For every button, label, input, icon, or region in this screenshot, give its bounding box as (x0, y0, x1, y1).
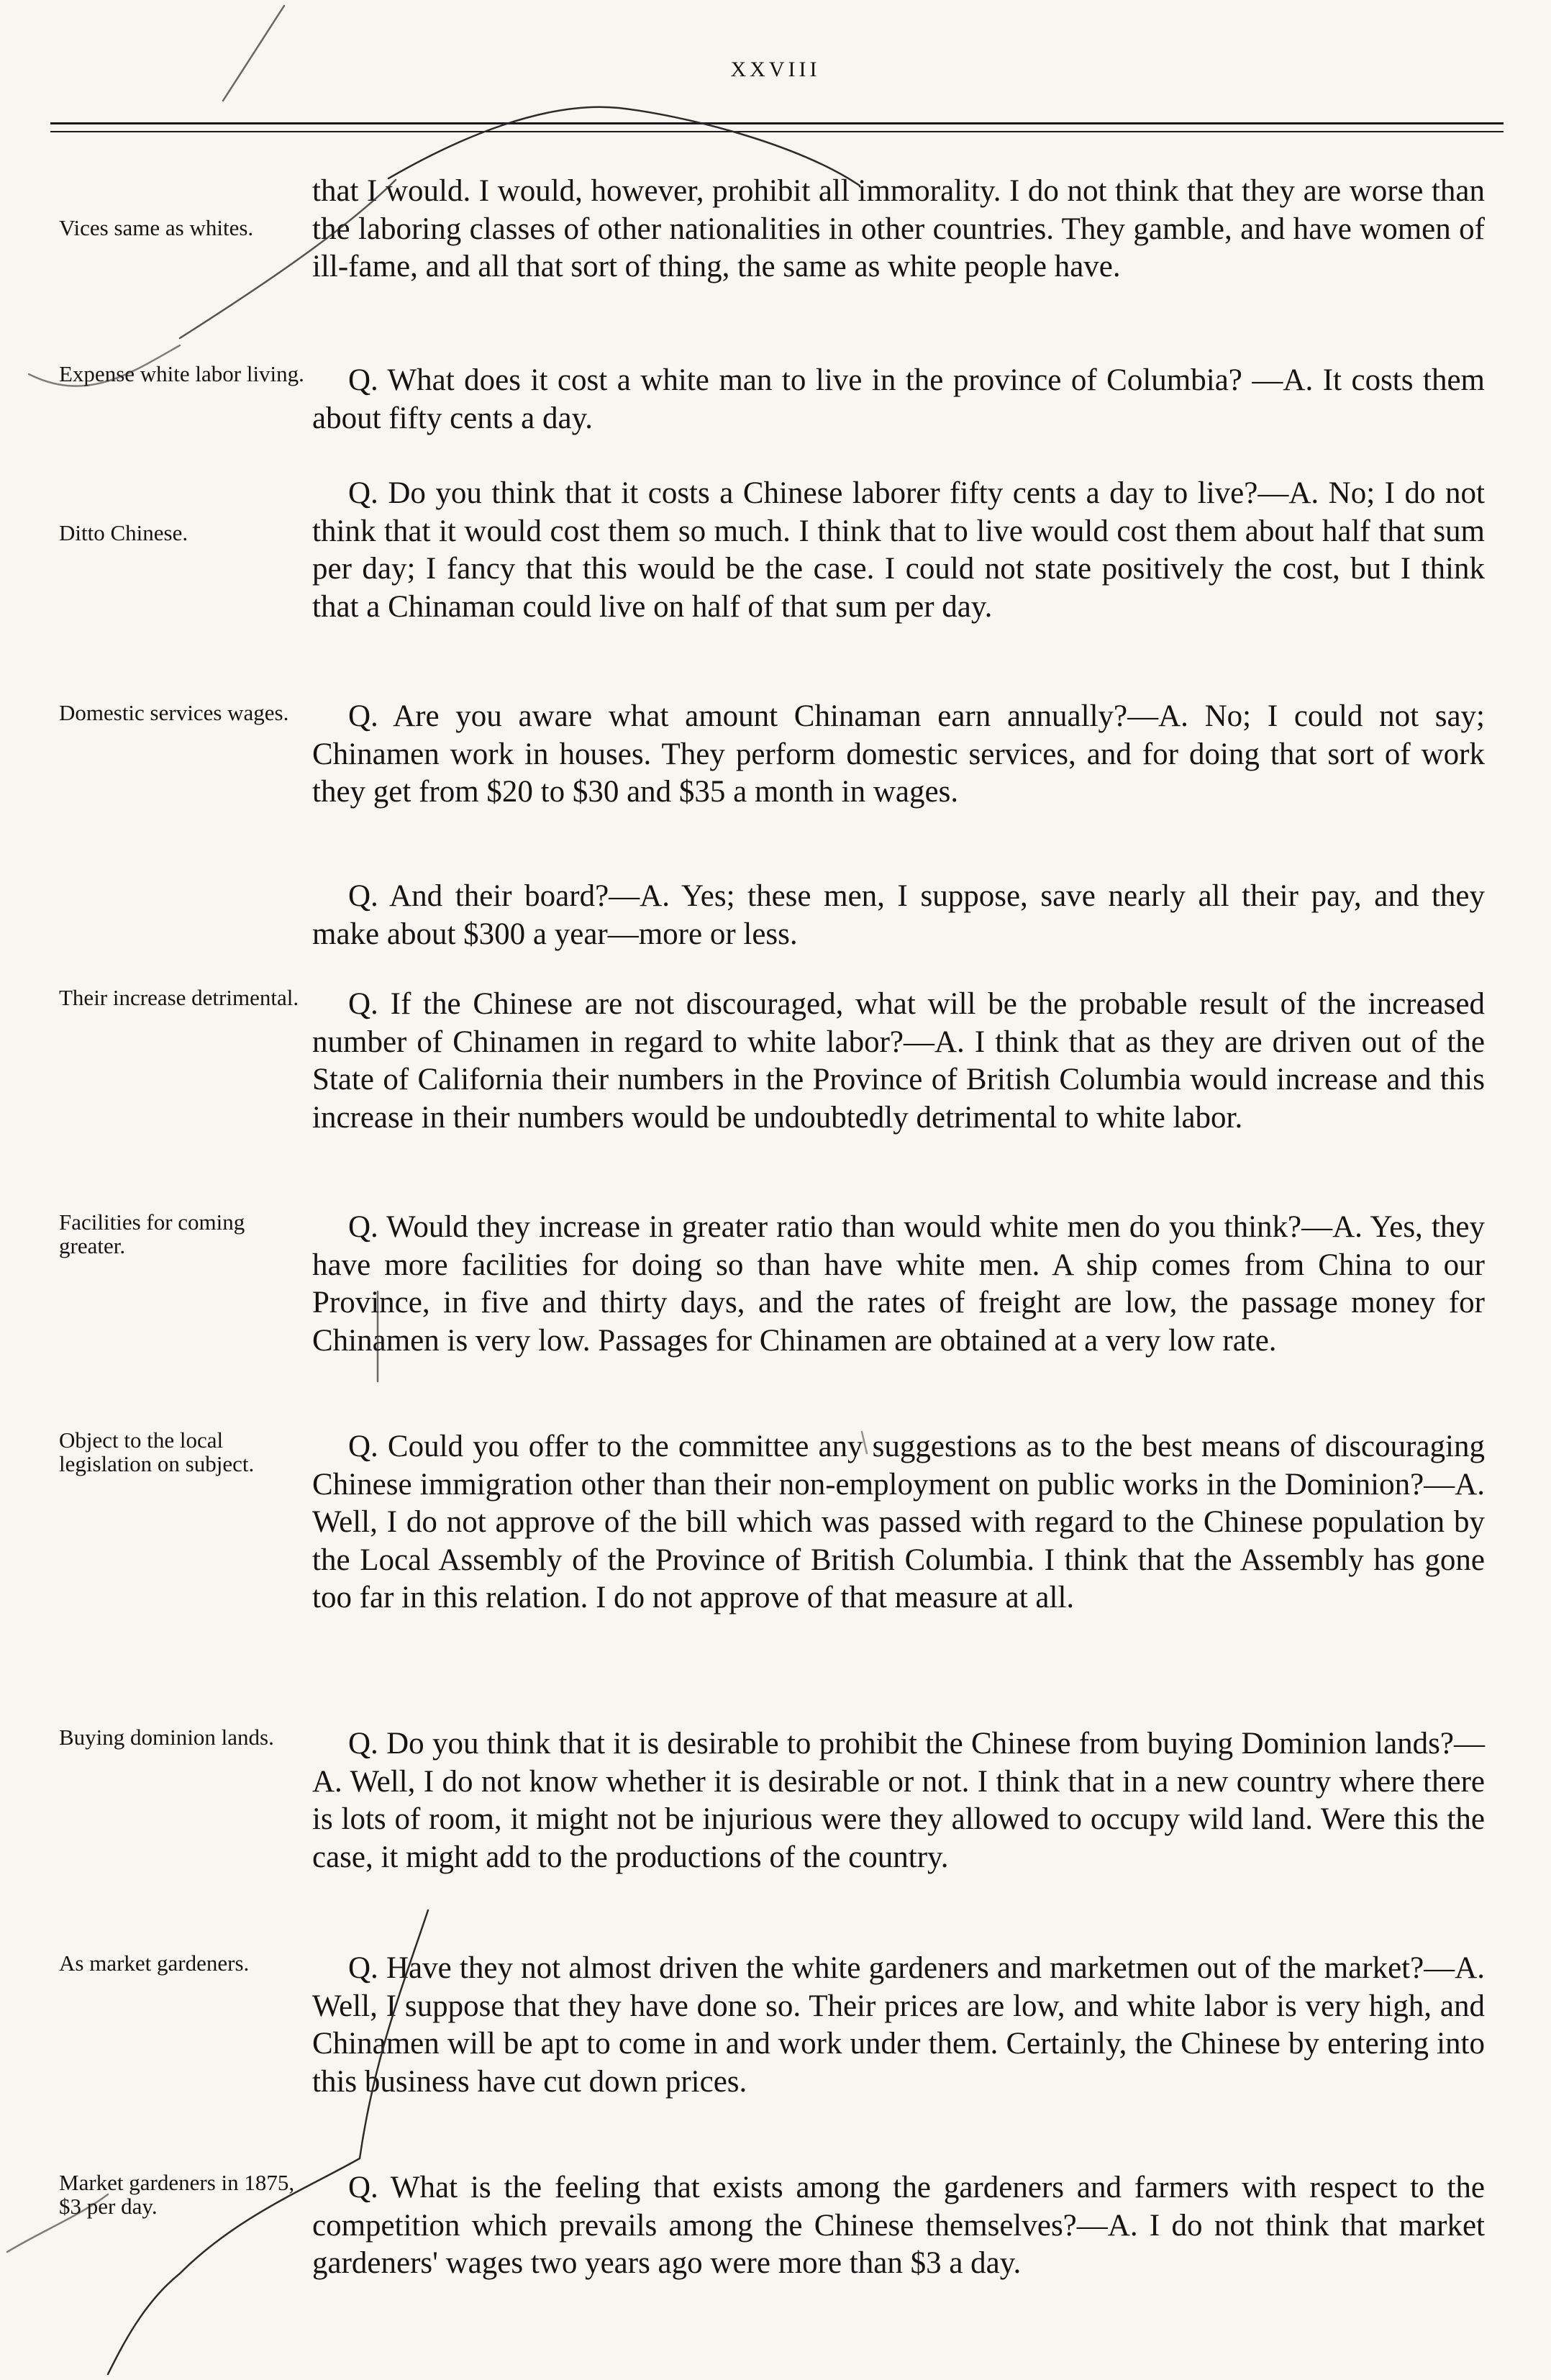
margin-note: Buying dominion lands. (59, 1725, 274, 1750)
margin-note: Ditto Chinese. (59, 520, 188, 545)
margin-note: Domestic services wages. (59, 700, 289, 725)
body-paragraph: Q. Do you think that it is desirable to prohibit the Chinese from buying Dominion lands?—A. Well, I do not know whether it is desirable or not. I think that in a new country where there is lots of room, it might not be injurious were they allowed to occupy wild land. Were this the case, it might add to the productions of the country. (312, 1727, 1485, 1874)
body-paragraph: Q. Could you offer to the committee any suggestions as to the best means of discouraging Chinese immigration other than their non-employment on public works in the Dominion?—A. Well, I do not approve of the bill which was passed with regard to the Chinese population by the Local Assembly of the Province of British Columbia. I think that the Assembly has gone too far in this relation. I do not approve of that measure at all. (312, 1430, 1485, 1615)
body-paragraph: Q. What does it cost a white man to live in the province of Columbia? —A. It costs them about fifty cents a day. (312, 363, 1485, 435)
margin-note: Facilities for coming greater. (59, 1209, 245, 1258)
header-rule (50, 122, 1504, 124)
body-paragraph: Q. And their board?—A. Yes; these men, I suppose, save nearly all their pay, and they make about $300 a year—more or less. (312, 879, 1485, 951)
page-number: XXVIII (730, 58, 821, 81)
margin-note: Vices same as whites. (59, 215, 254, 240)
body-paragraph: Q. If the Chinese are not discouraged, what will be the probable result of the increased number of Chinamen in regard to white labor?—A. I think that as they are driven out of the State of California their numbers in the Province of British Columbia would increase and this increase in their numbers would be undoubtedly detrimental to white labor. (312, 987, 1485, 1135)
header-rule-thin (50, 131, 1504, 132)
body-paragraph: Q. What is the feeling that exists among the gardeners and farmers with respect to the competition which prevails among the Chinese themselves?—A. I do not think that market gardeners' wages two years ago were more than $3 a day. (312, 2171, 1485, 2281)
margin-note: Market gardeners in 1875, $3 per day. (59, 2170, 295, 2219)
margin-note: Object to the local legislation on subject. (59, 1427, 255, 1476)
margin-note: Expense white labor living. (59, 361, 304, 386)
body-paragraph: that I would. I would, however, prohibit all immorality. I do not think that they are worse than the laboring classes of other nationalities in other countries. They gamble, and have women of ill-fame, and all that sort of thing, the same as white people have. (312, 174, 1485, 284)
body-paragraph: Q. Would they increase in greater ratio than would white men do you think?—A. Yes, they have more facilities for doing so than have white men. A ship comes from China to our Province, in five and thirty days, and the rates of freight are low, the passage money for Chinamen is very low. Passages for Chinamen are obtained at a very low rate. (312, 1210, 1485, 1358)
body-paragraph: Q. Have they not almost driven the white gardeners and marketmen out of the market?—A. Well, I suppose that they have done so. Their prices are low, and white labor is very high, and Chinamen will be apt to come in and work under them. Certainly, the Chinese by entering into this business have cut down prices. (312, 1951, 1485, 2099)
margin-note: As market gardeners. (59, 1950, 250, 1976)
body-paragraph: Q. Are you aware what amount Chinaman earn annually?—A. No; I could not say; Chinamen work in houses. They perform domestic services, and for doing that sort of work they get from $20 to $30 and $35 a month in wages. (312, 699, 1485, 809)
margin-note: Their increase detrimental. (59, 985, 299, 1010)
body-paragraph: Q. Do you think that it costs a Chinese laborer fifty cents a day to live?—A. No; I do not think that it would cost them so much. I think that to live would cost them about half that sum per day; I fancy that this would be the case. I could not state positively the cost, but I think that a Chinaman could live on half of that sum per day. (312, 476, 1485, 624)
